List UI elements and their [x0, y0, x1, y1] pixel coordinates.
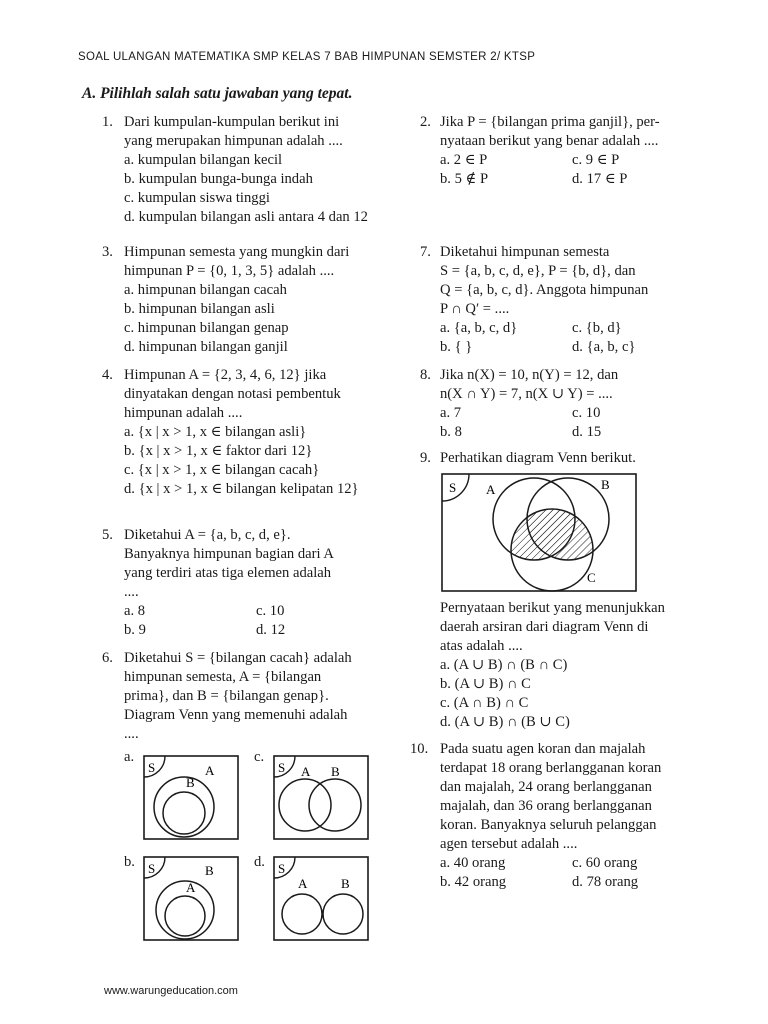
question-stem [124, 526, 374, 602]
option-b[interactable]: b. himpunan bilangan asli [124, 301, 275, 317]
question-7 [413, 243, 693, 357]
option-row [124, 621, 374, 640]
option-d[interactable]: d. 78 orang [572, 874, 639, 890]
option-row [440, 854, 693, 873]
stem-line: .... [124, 584, 139, 600]
question-number: 9. [420, 450, 431, 466]
option-row [440, 170, 693, 189]
question-3 [102, 243, 374, 357]
stem-line: himpunan semesta, A = {bilangan [124, 669, 322, 685]
stem-line: agen tersebut adalah .... [440, 836, 578, 852]
question-4 [102, 366, 374, 499]
label-a: A [186, 880, 196, 895]
option-d[interactable]: d. 17 ∈ P [572, 171, 628, 187]
option-a-label[interactable]: a. [124, 749, 135, 765]
stem-line: n(X ∩ Y) = 7, n(X ∪ Y) = .... [440, 386, 613, 402]
option-d[interactable]: d. 15 [572, 424, 602, 440]
stem-line: Pada suatu agen koran dan majalah [440, 741, 646, 757]
stem-line: terdapat 18 orang berlangganan koran [440, 760, 662, 776]
label-s: S [449, 480, 457, 495]
option-c[interactable]: c. 9 ∈ P [572, 152, 620, 168]
stem-line: majalah, dan 36 orang berlangganan [440, 798, 652, 814]
stem-line: Pernyataan berikut yang menunjukkan [440, 600, 665, 616]
option-a[interactable]: a. (A ∪ B) ∩ (B ∩ C) [440, 657, 568, 673]
option-c[interactable]: c. {x | x > 1, x ∈ bilangan cacah} [124, 462, 320, 478]
option-b[interactable]: b. { } [440, 339, 473, 355]
option-c[interactable]: c. himpunan bilangan genap [124, 320, 289, 336]
label-b: B [601, 477, 610, 492]
stem-line: Diketahui himpunan semesta [440, 244, 610, 260]
stem-line: nyataan berikut yang benar adalah .... [440, 133, 659, 149]
option-row [440, 423, 693, 442]
question-number: 10. [410, 741, 429, 757]
question-stem [124, 366, 374, 423]
stem-line: atas adalah .... [440, 638, 523, 654]
label-s: S [148, 861, 156, 876]
question-9 [413, 449, 693, 468]
stem-line: Diketahui A = {a, b, c, d, e}. [124, 527, 291, 543]
question-6 [102, 649, 374, 744]
option-row [440, 151, 693, 170]
stem-line: Diketahui S = {bilangan cacah} adalah [124, 650, 352, 666]
option-b[interactable]: b. (A ∪ B) ∩ C [440, 676, 531, 692]
question-stem [124, 243, 374, 281]
label-s: S [278, 861, 286, 876]
venn-option-b[interactable] [143, 856, 239, 941]
stem-line: yang terdiri atas tiga elemen adalah [124, 565, 332, 581]
label-b: B [186, 775, 195, 790]
option-d[interactable]: d. (A ∪ B) ∩ (B ∪ C) [440, 714, 570, 730]
label-b: B [331, 764, 340, 779]
option-d[interactable]: d. {x | x > 1, x ∈ bilangan kelipatan 12} [124, 481, 359, 497]
question-number: 8. [420, 367, 431, 383]
option-c[interactable]: c. 10 [572, 405, 601, 421]
option-a[interactable]: a. 2 ∈ P [440, 152, 488, 168]
option-a[interactable]: a. 8 [124, 603, 146, 619]
label-a: A [205, 763, 215, 778]
label-s: S [148, 760, 156, 775]
option-d[interactable]: d. himpunan bilangan ganjil [124, 339, 288, 355]
option-b[interactable]: b. 5 ∉ P [440, 171, 489, 187]
question-2 [413, 113, 693, 189]
option-d[interactable]: d. {a, b, c} [572, 339, 636, 355]
question-stem [440, 740, 693, 854]
stem-line: .... [124, 726, 139, 742]
option-a[interactable]: a. 40 orang [440, 855, 506, 871]
stem-line: yang merupakan himpunan adalah .... [124, 133, 343, 149]
option-row [124, 602, 374, 621]
question-stem [440, 449, 693, 468]
option-a[interactable]: a. {x | x > 1, x ∈ bilangan asli} [124, 424, 307, 440]
option-b-label[interactable]: b. [124, 854, 135, 870]
option-d-label[interactable]: d. [254, 854, 265, 870]
stem-line: daerah arsiran dari diagram Venn di [440, 619, 649, 635]
stem-line: himpunan P = {0, 1, 3, 5} adalah .... [124, 263, 335, 279]
question-number: 4. [102, 367, 113, 383]
stem-line: Perhatikan diagram Venn berikut. [440, 450, 636, 466]
stem-line: himpunan adalah .... [124, 405, 243, 421]
question-stem [440, 366, 693, 404]
question-number: 5. [102, 527, 113, 543]
label-a: A [301, 764, 311, 779]
stem-line: dinyatakan dengan notasi pembentuk [124, 386, 341, 402]
option-a[interactable]: a. himpunan bilangan cacah [124, 282, 287, 298]
option-c-label[interactable]: c. [254, 749, 265, 765]
stem-line: P ∩ Q′ = .... [440, 301, 510, 317]
stem-line: Dari kumpulan-kumpulan berikut ini [124, 114, 340, 130]
question-stem [124, 649, 374, 744]
question-number: 7. [420, 244, 431, 260]
question-number: 1. [102, 114, 113, 130]
label-a: A [486, 482, 496, 497]
question-number: 2. [420, 114, 431, 130]
stem-line: S = {a, b, c, d, e}, P = {b, d}, dan [440, 263, 636, 279]
question-8 [413, 366, 693, 442]
question-9-continued [413, 599, 693, 732]
option-d[interactable]: d. 12 [256, 622, 286, 638]
page-header: SOAL ULANGAN MATEMATIKA SMP KELAS 7 BAB HIMPUNAN SEMSTER 2/ KTSP [78, 51, 536, 63]
page-footer: www.warungeducation.com [104, 985, 238, 997]
stem-line: Himpunan semesta yang mungkin dari [124, 244, 350, 260]
stem-line: prima}, dan B = {bilangan genap}. [124, 688, 329, 704]
label-s: S [278, 760, 286, 775]
option-row [440, 319, 693, 338]
question-10 [410, 740, 693, 892]
question-stem [124, 113, 374, 151]
option-c[interactable]: c. {b, d} [572, 320, 622, 336]
label-a: A [298, 876, 308, 891]
option-c[interactable]: c. kumpulan siswa tinggi [124, 190, 270, 206]
question-stem [440, 243, 693, 319]
stem-line: Himpunan A = {2, 3, 4, 6, 12} jika [124, 367, 327, 383]
question-number: 3. [102, 244, 113, 260]
question-stem [440, 113, 693, 151]
option-c[interactable]: c. 60 orang [572, 855, 638, 871]
stem-line: Q = {a, b, c, d}. Anggota himpunan [440, 282, 649, 298]
option-a[interactable]: a. kumpulan bilangan kecil [124, 152, 283, 168]
question-1 [102, 113, 374, 227]
option-b[interactable]: b. 42 orang [440, 874, 507, 890]
option-row [440, 873, 693, 892]
option-b[interactable]: b. 8 [440, 424, 462, 440]
venn-option-d[interactable] [273, 856, 369, 941]
stem-line: Banyaknya himpunan bagian dari A [124, 546, 334, 562]
option-b[interactable]: b. {x | x > 1, x ∈ faktor dari 12} [124, 443, 313, 459]
question-5 [102, 526, 374, 640]
stem-line: dan majalah, 24 orang berlangganan [440, 779, 652, 795]
question-number: 6. [102, 650, 113, 666]
option-d[interactable]: d. kumpulan bilangan asli antara 4 dan 12 [124, 209, 368, 225]
option-b[interactable]: b. kumpulan bunga-bunga indah [124, 171, 313, 187]
question-stem [440, 599, 693, 656]
stem-line: Jika n(X) = 10, n(Y) = 12, dan [440, 367, 619, 383]
venn-option-a[interactable] [143, 755, 239, 840]
venn-diagram-q9 [441, 473, 637, 593]
option-a[interactable]: a. {a, b, c, d} [440, 320, 518, 336]
stem-line: koran. Banyaknya seluruh pelanggan [440, 817, 657, 833]
option-c[interactable]: c. (A ∩ B) ∩ C [440, 695, 529, 711]
option-row [440, 404, 693, 423]
option-row [440, 338, 693, 357]
label-b: B [205, 863, 214, 878]
label-c: C [587, 570, 596, 585]
option-a[interactable]: a. 7 [440, 405, 462, 421]
section-title: A. Pilihlah salah satu jawaban yang tepat. [82, 85, 353, 102]
option-b[interactable]: b. 9 [124, 622, 146, 638]
venn-option-c[interactable] [273, 755, 369, 840]
option-c[interactable]: c. 10 [256, 603, 285, 619]
stem-line: Diagram Venn yang memenuhi adalah [124, 707, 348, 723]
label-b: B [341, 876, 350, 891]
stem-line: Jika P = {bilangan prima ganjil}, per- [440, 114, 660, 130]
